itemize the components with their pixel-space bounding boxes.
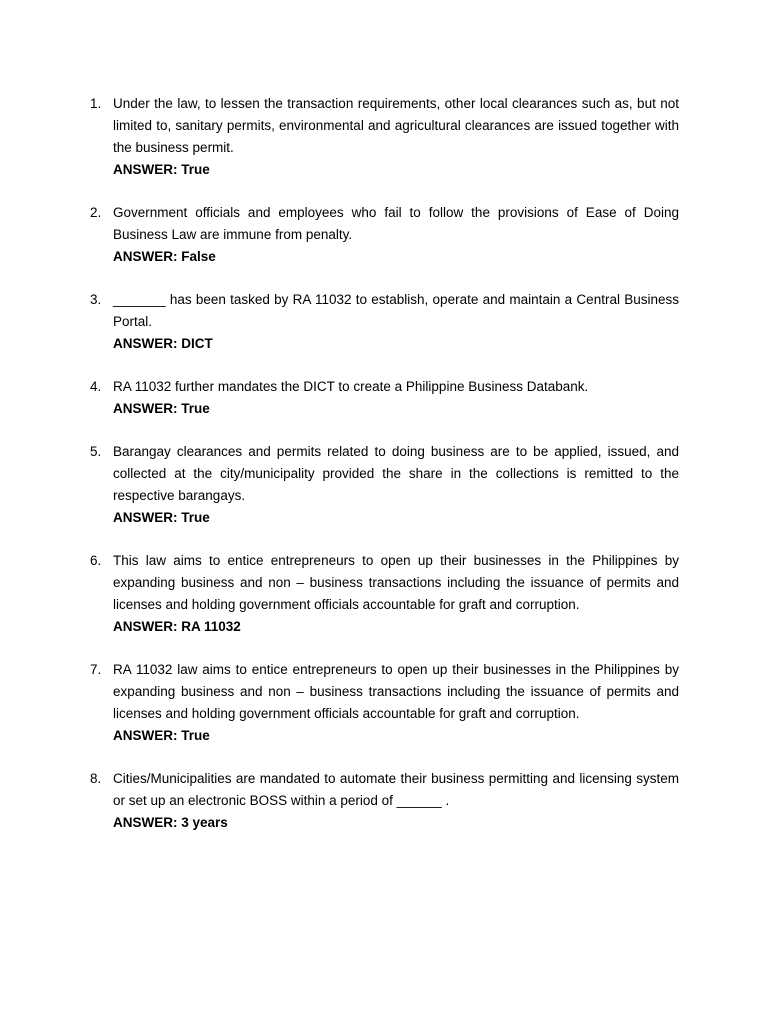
answer-text: ANSWER: True xyxy=(113,162,210,177)
answer-text: ANSWER: True xyxy=(113,728,210,743)
question-item-2 xyxy=(90,202,679,268)
question-body xyxy=(113,376,679,420)
question-number: 8. xyxy=(90,771,102,786)
question-body xyxy=(113,659,679,747)
question-text: Cities/Municipalities are mandated to automate their business permitting and licensing system or set up an electronic BOSS within a period of ______ . xyxy=(113,771,679,808)
answer-text: ANSWER: DICT xyxy=(113,336,213,351)
answer-text: ANSWER: True xyxy=(113,510,210,525)
question-number: 7. xyxy=(90,662,102,677)
question-item-8 xyxy=(90,768,679,834)
question-body xyxy=(113,550,679,638)
question-item-4 xyxy=(90,376,679,420)
question-item-6 xyxy=(90,550,679,638)
answer-text: ANSWER: 3 years xyxy=(113,815,228,830)
question-number: 6. xyxy=(90,553,102,568)
question-item-7 xyxy=(90,659,679,747)
question-list xyxy=(90,93,679,855)
question-number: 2. xyxy=(90,205,102,220)
question-number: 4. xyxy=(90,379,102,394)
question-text: Barangay clearances and permits related to doing business are to be applied, issued, and collected at the city/municipality provided the share in the collections is remitted to the respective barangays. xyxy=(113,444,679,503)
question-text: Government officials and employees who fail to follow the provisions of Ease of Doing Business Law are immune from penalty. xyxy=(113,205,679,242)
question-text: This law aims to entice entrepreneurs to open up their businesses in the Philippines by expanding business and non – business transactions including the issuance of permits and licenses and holding government officials accountable for graft and corruption. xyxy=(113,553,679,612)
question-item-1 xyxy=(90,93,679,181)
question-number: 1. xyxy=(90,96,102,111)
question-body xyxy=(113,289,679,355)
question-text: Under the law, to lessen the transaction requirements, other local clearances such as, but not limited to, sanitary permits, environmental and agricultural clearances are issued together with the business permit. xyxy=(113,96,679,155)
question-item-3 xyxy=(90,289,679,355)
question-number: 3. xyxy=(90,292,102,307)
question-text: RA 11032 further mandates the DICT to create a Philippine Business Databank. xyxy=(113,379,589,394)
question-text: _______ has been tasked by RA 11032 to establish, operate and maintain a Central Business Portal. xyxy=(113,292,679,329)
question-body xyxy=(113,93,679,181)
answer-text: ANSWER: RA 11032 xyxy=(113,619,241,634)
question-number: 5. xyxy=(90,444,102,459)
question-body xyxy=(113,202,679,268)
question-body xyxy=(113,441,679,529)
question-item-5 xyxy=(90,441,679,529)
question-body xyxy=(113,768,679,834)
answer-text: ANSWER: False xyxy=(113,249,216,264)
question-text: RA 11032 law aims to entice entrepreneurs to open up their businesses in the Philippines by expanding business and non – business transactions including the issuance of permits and licenses and holding government officials accountable for graft and corruption. xyxy=(113,662,679,721)
answer-text: ANSWER: True xyxy=(113,401,210,416)
